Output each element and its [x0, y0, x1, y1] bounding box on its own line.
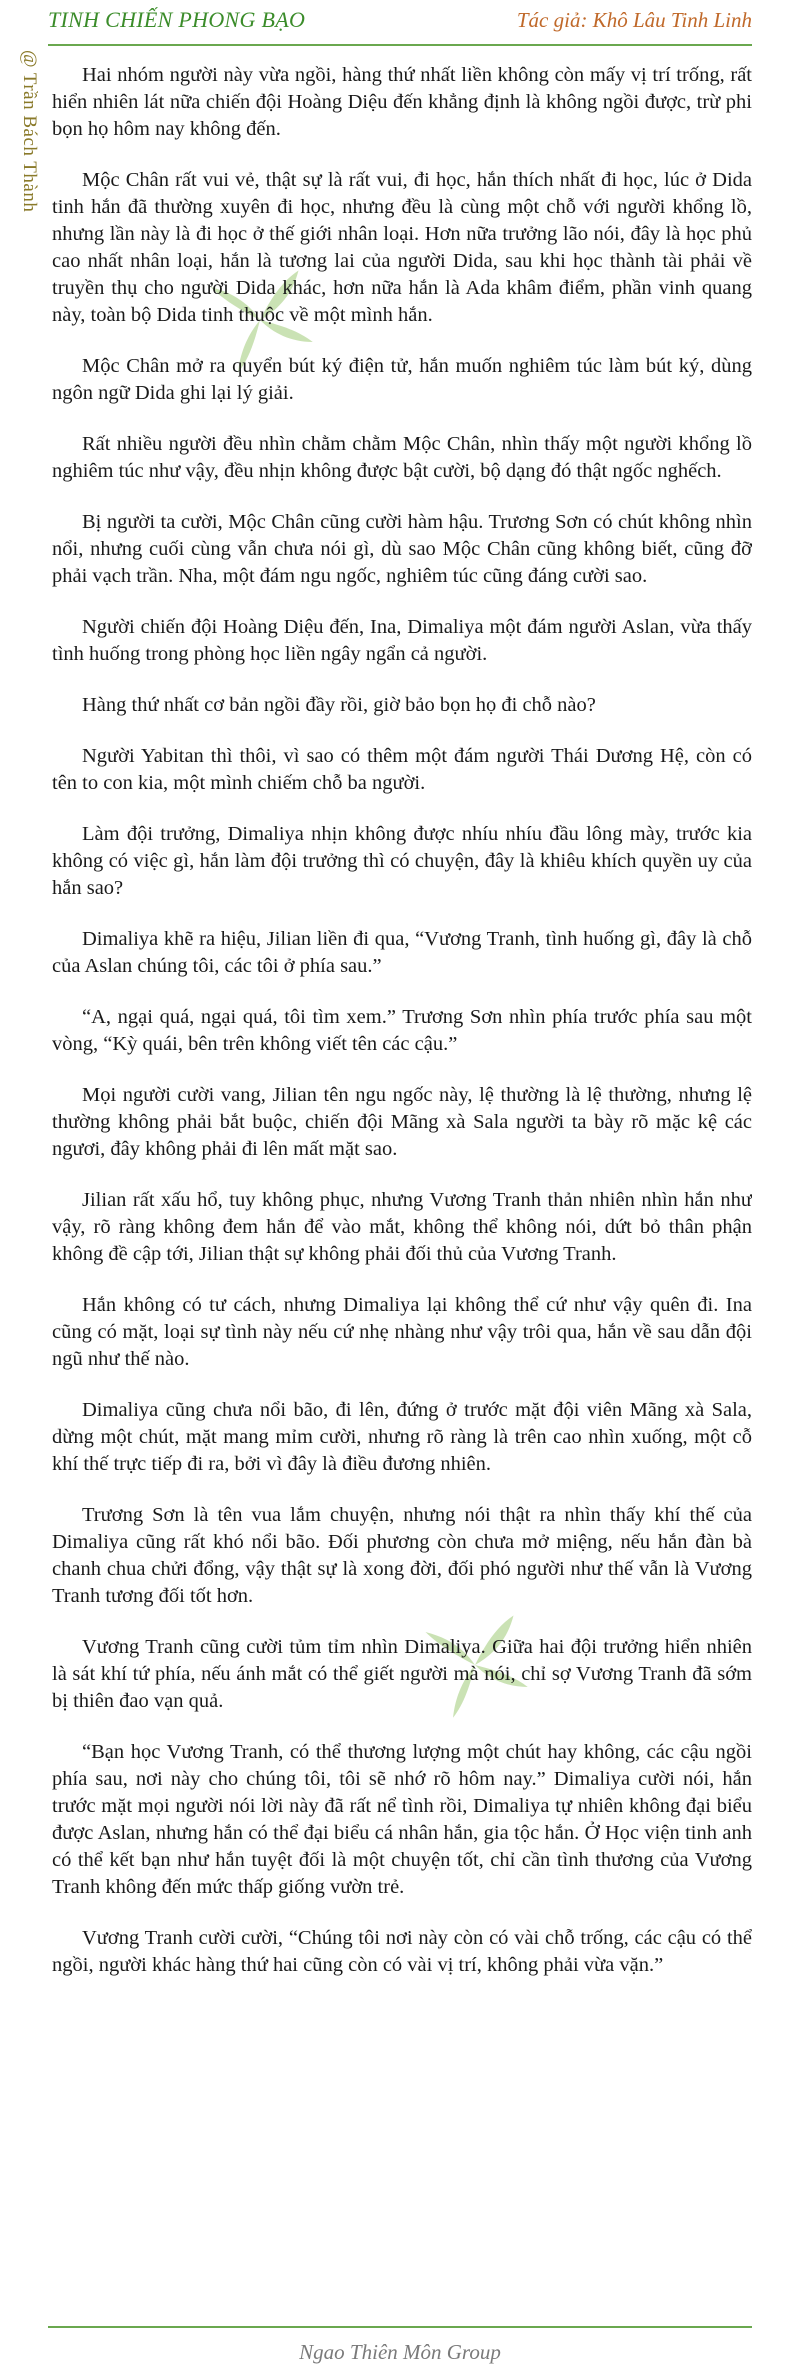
paragraph: Người Yabitan thì thôi, vì sao có thêm một đám người Thái Dương Hệ, còn có tên to con kia, một mình chiếm chỗ ba người.: [52, 745, 752, 794]
paragraph: Vương Tranh cũng cười tủm tỉm nhìn Dimaliya. Giữa hai đội trưởng hiển nhiên là sát khí tứ phía, nếu ánh mắt có thể giết người mà nói, chỉ sợ Vương Tranh đã sớm bị thiên đao vạn quả.: [52, 1636, 752, 1712]
paragraph: Người chiến đội Hoàng Diệu đến, Ina, Dimaliya một đám người Aslan, vừa thấy tình huống trong phòng học liền ngây ngẩn cả người.: [52, 616, 752, 665]
paragraph: Rất nhiều người đều nhìn chằm chằm Mộc Chân, nhìn thấy một người khổng lồ nghiêm túc như vậy, đều nhịn không được bật cười, bộ dạng đó thật ngốc nghếch.: [52, 433, 752, 482]
footer-divider: [48, 2326, 752, 2328]
paragraph: Mộc Chân mở ra quyển bút ký điện tử, hắn muốn nghiêm túc làm bút ký, dùng ngôn ngữ Dida ghi lại lý giải.: [52, 355, 752, 404]
author-credit: Tác giả: Khô Lâu Tinh Linh: [516, 7, 752, 32]
paragraph: Jilian rất xấu hổ, tuy không phục, nhưng Vương Tranh thản nhiên nhìn hắn như vậy, rõ ràng không đem hắn để vào mắt, không thể không nói, dứt bỏ thân phận không đề cập tới, Jilian thật sự không phải đối thủ của Vương Tranh.: [52, 1189, 752, 1265]
paragraph: Mọi người cười vang, Jilian tên ngu ngốc này, lệ thường là lệ thường, nhưng lệ thường không phải bắt buộc, chiến đội Mãng xà Sala người ta bày rõ mặc kệ các ngươi, đây không phải đi lên mất mặt sao.: [52, 1084, 752, 1160]
paragraph: Dimaliya khẽ ra hiệu, Jilian liền đi qua, “Vương Tranh, tình huống gì, đây là chỗ của Aslan chúng tôi, các tôi ở phía sau.”: [52, 928, 752, 977]
paragraph: Hai nhóm người này vừa ngồi, hàng thứ nhất liền không còn mấy vị trí trống, rất hiển nhiên lát nữa chiến đội Hoàng Diệu đến khẳng định là không ngồi được, trừ phi bọn họ hôm nay không đến.: [52, 64, 752, 140]
paragraph: Làm đội trưởng, Dimaliya nhịn không được nhíu nhíu đầu lông mày, trước kia không có việc gì, hắn làm đội trưởng thì có chuyện, đây là khiêu khích quyền uy của hắn sao?: [52, 823, 752, 899]
paragraph: Mộc Chân rất vui vẻ, thật sự là rất vui, đi học, hắn thích nhất đi học, lúc ở Dida tinh hắn đã thường xuyên đi học, nhưng đều là cùng một chỗ với người khổng lồ, nhưng lần này là đi học ở thế giới nhân loại. Hơn nữa trưởng lão nói, đây là học phủ cao nhất nhân loại, hắn là tương lai của người Dida, sau khi học thành tài phải về truyền thụ cho người Dida khác, hơn nữa hắn là Ada khâm điểm, phần vinh quang này, toàn bộ Dida tinh thuộc về một mình hắn.: [52, 169, 752, 326]
paragraph: “A, ngại quá, ngại quá, tôi tìm xem.” Trương Sơn nhìn phía trước phía sau một vòng, “Kỳ quái, bên trên không viết tên các cậu.”: [52, 1006, 752, 1055]
translator-credit: @ Trần Bách Thành: [19, 50, 40, 213]
chapter-text: [52, 62, 752, 2312]
paragraph: Vương Tranh cười cười, “Chúng tôi nơi này còn có vài chỗ trống, các cậu có thể ngồi, người khác hàng thứ hai cũng còn có vài vị trí, không phải vừa vặn.”: [52, 1927, 752, 1976]
paragraph: “Bạn học Vương Tranh, có thể thương lượng một chút hay không, các cậu ngồi phía sau, nơi này cho chúng tôi, tôi sẽ nhớ rõ hôm nay.” Dimaliya cười nói, hắn trước mặt mọi người nói lời này đã rất nể tình rồi, Dimaliya tự nhiên không đại biểu được Aslan, nhưng hắn có thể đại biểu cá nhân hắn, gia tộc hắn. Ở Học viện tinh anh có thể kết bạn như hắn tuyệt đối là một chuyện tốt, chỉ cần tình thương của Vương Tranh không đến mức thấp giống vườn trẻ.: [52, 1741, 752, 1898]
paragraph: Trương Sơn là tên vua lắm chuyện, nhưng nói thật ra nhìn thấy khí thế của Dimaliya cũng rất khó nổi bão. Đối phương còn chưa mở miệng, nếu hắn đàn bà chanh chua chửi đổng, vậy thật sự là xong đời, đối phó người như thế vẫn là Vương Tranh tương đối tốt hơn.: [52, 1504, 752, 1607]
paragraph: Hàng thứ nhất cơ bản ngồi đầy rồi, giờ bảo bọn họ đi chỗ nào?: [82, 694, 596, 716]
paragraph: Bị người ta cười, Mộc Chân cũng cười hàm hậu. Trương Sơn có chút không nhìn nổi, nhưng cuối cùng vẫn chưa nói gì, dù sao Mộc Chân cũng không biết, cũng đỡ phải vạch trần. Nha, một đám ngu ngốc, nghiêm túc cũng đáng cười sao.: [52, 511, 752, 587]
group-credit: Ngao Thiên Môn Group: [299, 2340, 501, 2364]
paragraph: Hắn không có tư cách, nhưng Dimaliya lại không thể cứ như vậy quên đi. Ina cũng có mặt, loại sự tình này nếu cứ nhẹ nhàng như vậy trôi qua, hắn về sau dẫn đội ngũ như thế nào.: [52, 1294, 752, 1370]
header-divider: [48, 44, 752, 46]
page-header: [48, 0, 752, 40]
book-title: TINH CHIẾN PHONG BẠO: [48, 7, 306, 32]
paragraph: Dimaliya cũng chưa nổi bão, đi lên, đứng ở trước mặt đội viên Mãng xà Sala, dừng một chút, mặt mang mỉm cười, nhưng rõ ràng là trên cao nhìn xuống, một cỗ khí thế trực tiếp đi ra, bởi vì đây là điều đương nhiên.: [52, 1399, 752, 1475]
